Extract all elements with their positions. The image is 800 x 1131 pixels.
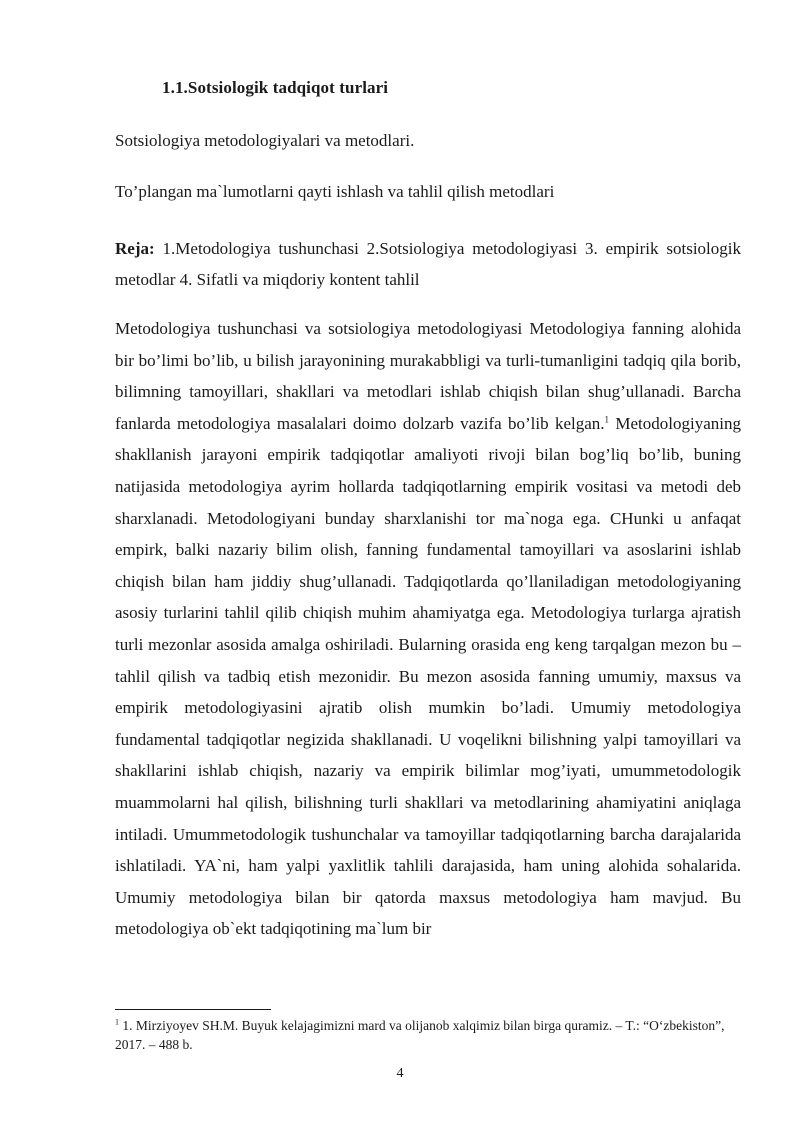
page-number: 4 bbox=[396, 1066, 404, 1081]
body-text-part-2: Metodologiyaning shakllanish jarayoni empirik tadqiqotlar amaliyoti rivoji bilan bog’liq bo’lib, buning natijasida metodologiya ayrim hollarda tadqiqotlarning empirik vositasi va metodi deb sharxlanadi. Metodologiyani bunday sharxlanishi tor ma`noga ega. CHunki u anfaqat empirk, balki nazariy bilim olish, fanning fundamental tamoyillari va asoslarini ishlab chiqish bilan ham jiddiy shug’ullanadi. Tadqiqotlarda qo’llaniladigan metodologiyaning asosiy turlarini tahlil qilib chiqish muhim ahamiyatga ega. Metodologiya turlarga ajratish turli mezonlar asosida amalga oshiriladi. Bularning orasida eng keng tarqalgan mezon bu – tahlil qilish va tadbiq etish mezonidir. Bu mezon asosida fanning umumiy, maxsus va empirik metodologiyasini ajratib olish mumkin bo’ladi. Umumiy metodologiya fundamental tadqiqotlar negizida shakllanadi. U voqelikni bilishning yalpi tamoyillari va shakllarini ishlab chiqish, nazariy va empirik bilimlar mog’iyati, umummetodologik muammolarni hal qilish, bilishning turli shakllari va metodlarining ahamiyatini aniqlaga intiladi. Umummetodologik tushunchalar va tamoyillar tadqiqotlarning barcha darajalarida ishlatiladi. YA`ni, ham yalpi yaxlitlik tahlili darajasida, ham uning alohida sohalarida. Umumiy metodologiya bilan bir qatorda maxsus metodologiya ham mavjud. Bu metodologiya ob`ekt tadqiqotining ma`lum bir bbox=[115, 413, 741, 939]
section-heading: 1.1.Sotsiologik tadqiqot turlari bbox=[162, 78, 389, 97]
footnote-marker: 1 bbox=[115, 1017, 119, 1027]
body-paragraph bbox=[115, 313, 741, 945]
footnote-reference[interactable]: 1 bbox=[604, 414, 610, 425]
subtitle-line-2: To’plangan ma`lumotlarni qayti ishlash va tahlil qilish metodlari bbox=[115, 182, 555, 201]
plan-text: 1.Metodologiya tushunchasi 2.Sotsiologiya metodologiyasi 3. empirik sotsiologik metodlar 4. Sifatli va miqdoriy kontent tahlil bbox=[115, 239, 741, 289]
subtitle-line: Sotsiologiya metodologiyalari va metodlari. bbox=[115, 131, 415, 150]
footnote-text: 1. Mirziyoyev SH.M. Buyuk kelajagimizni mard va olijanob xalqimiz bilan birga quramiz. – T.: “O‘zbekiston”, 2017. – 488 b. bbox=[115, 1018, 725, 1052]
body-text-part-1: Metodologiya tushunchasi va sotsiologiya metodologiyasi Metodologiya fanning alohida bir bo’limi bo’lib, u bilish jarayonining murakabbligi va turli-tumanligini tadqiq qila borib, bilimning tamoyillari, shakllari va metodlari ishlab chiqish bilan shug’ullanadi. Barcha fanlarda metodologiya masalalari doimo dolzarb vazifa bo’lib kelgan. bbox=[115, 319, 741, 433]
plan-paragraph bbox=[115, 233, 741, 295]
footnote bbox=[115, 1016, 745, 1054]
footnote-separator bbox=[115, 1009, 271, 1010]
plan-label: Reja: bbox=[115, 239, 155, 258]
